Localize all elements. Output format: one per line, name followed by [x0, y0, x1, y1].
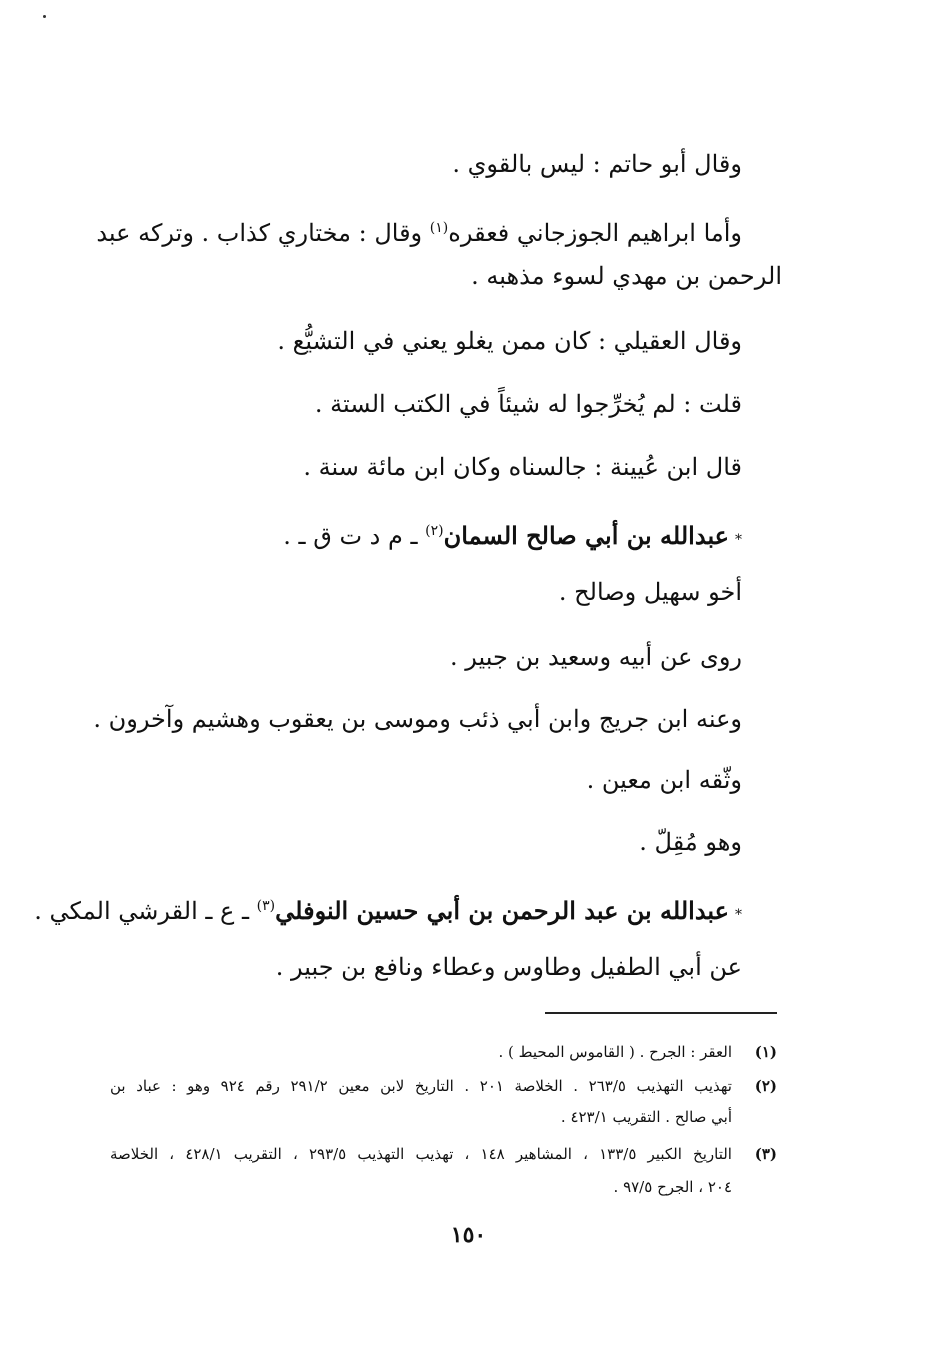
footnote-ref: (١) [429, 220, 449, 236]
entry-name: عبدالله بن عبد الرحمن بن أبي حسين النوفلي [275, 896, 729, 925]
footnote-ref: (٣) [256, 898, 276, 914]
entry-heading [283, 512, 742, 559]
entry-codes: ـ م د ت ق ـ . [283, 522, 418, 550]
footnote-text: أبي صالح . التقريب ٤٢٣/١ . [560, 1108, 732, 1126]
text-line: قال ابن عُيينة : جالسناه وكان ابن مائة سنة . [303, 453, 742, 481]
text-line: الرحمن بن مهدي لسوء مذهبه . [471, 262, 782, 290]
text-line: قلت : لم يُخرِّجوا له شيئاً في الكتب الستة . [314, 390, 742, 418]
entry-codes: ـ ع ـ القرشي المكي . [34, 897, 250, 925]
footnote-text: العقر : الجرح . ( القاموس المحيط ) . [498, 1043, 732, 1061]
text-line: وعنه ابن جريج وابن أبي ذئب وموسى بن يعقوب وهشيم وآخرون . [93, 705, 742, 733]
text-line: وثّقه ابن معين . [586, 766, 742, 794]
footnote-ref: (٢) [425, 523, 444, 539]
footnote-number: (١) [754, 1043, 777, 1061]
text-line: عن أبي الطفيل وطاوس وعطاء ونافع بن جبير . [275, 953, 742, 981]
footnote-number: (٣) [754, 1145, 777, 1163]
text-line: وقال أبو حاتم : ليس بالقوي . [452, 150, 742, 178]
text-line: وهو مُقِلّ . [639, 828, 742, 856]
entry-name: عبدالله بن أبي صالح السمان [443, 521, 729, 550]
footnote-text: تهذيب التهذيب ٢٦٣/٥ . الخلاصة ٢٠١ . التاريخ لابن معين ٢٩١/٢ رقم ٩٢٤ وهو : عباد بن [110, 1077, 732, 1095]
page-number: ١٥٠ [450, 1222, 487, 1248]
stray-dot [43, 15, 46, 18]
entry-marker: * [735, 532, 742, 548]
footnote-text: التاريخ الكبير ١٣٣/٥ ، المشاهير ١٤٨ ، تهذيب التهذيب ٢٩٣/٥ ، التقريب ٤٢٨/١ ، الخلاصة [110, 1145, 732, 1163]
text-line: وقال العقيلي : كان ممن يغلو يعني في التشيُّع . [277, 327, 742, 355]
footnote-separator [545, 1012, 777, 1014]
text-line: أخو سهيل وصالح . [558, 578, 742, 606]
text-line: وأما ابراهيم الجوزجاني فعقره$^{(١)}$ وقال : مختاري كذاب . وتركه عبد [96, 219, 742, 247]
footnote-number: (٢) [754, 1077, 777, 1095]
footnote-text: ٢٠٤ ، الجرح ٩٧/٥ . [613, 1178, 732, 1196]
entry-marker: * [735, 907, 742, 923]
entry-heading [34, 887, 742, 934]
text-line: روى عن أبيه وسعيد بن جبير . [449, 643, 742, 671]
